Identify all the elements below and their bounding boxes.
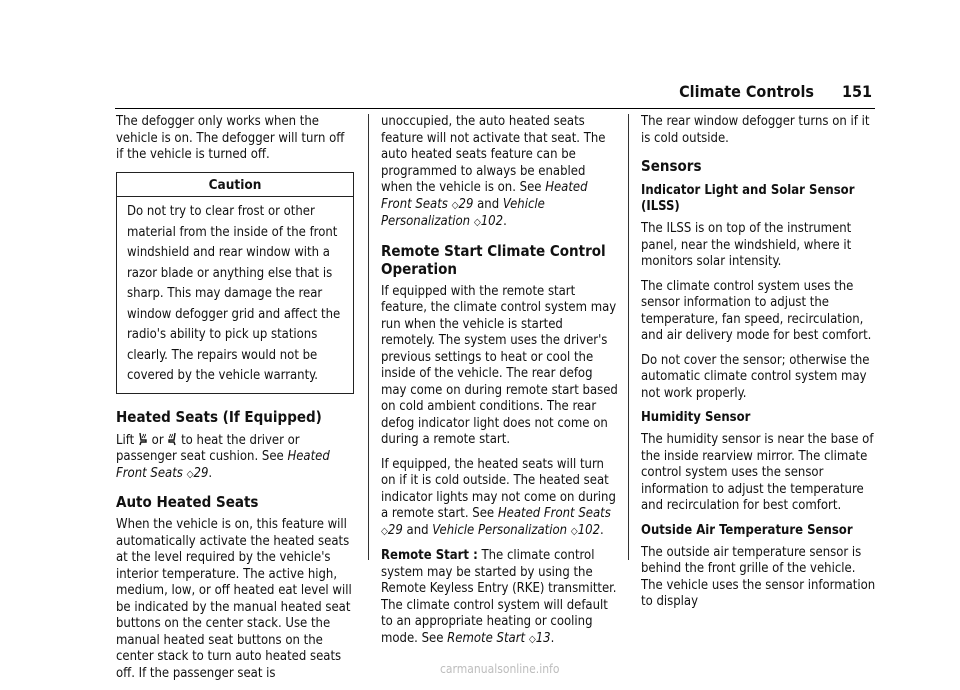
page-ref-icon: ◇ [473, 217, 481, 228]
passenger-heated-seat-icon [167, 432, 177, 446]
column-divider [368, 114, 369, 560]
defogger-intro: The defogger only works when the vehicle is on. The defogger will turn off if the vehicle is turned off. [116, 114, 345, 162]
caution-text: Do not try to clear frost or other material from the inside of the front windshield and rear window with a razor blade or anything else that is sharp. This may damage the rear window defogger grid and affect the radio's ability to pick up stations clearly. The repairs would not be covered by the vehicle warranty. [127, 204, 341, 383]
auto-heated-seats-text: When the vehicle is on, this feature will automatically activate the heated seats at the level required by the vehicle's interior temperature. The active high, medium, low, or off heated eat level will be indicated by the manual heated seat buttons on the center stack. Use the manual heated seat buttons on the center stack to turn auto heated seats off. If the passenger seat is [116, 517, 352, 681]
ilss-text-2: The climate control system uses the sensor information to adjust the temperature, fan speed, recirculation, and air delivery mode for best comfort. [641, 278, 872, 343]
remote-start-rke-text: Remote Start : The climate control system may be started by using the Remote Keyless Entry (RKE) transmitter. The climate control system will default to an appropriate heating or cooling mode. See Remote Start ◇13. [381, 548, 617, 646]
sensors-heading: Sensors [641, 157, 702, 175]
column-3 [641, 114, 879, 619]
watermark: carmanualsonline.info [440, 662, 560, 676]
heated-front-seats-link[interactable]: Heated Front Seats [381, 180, 588, 212]
ilss-heading: Indicator Light and Solar Sensor (ILSS) [641, 183, 855, 214]
page-ref-icon: ◇ [186, 468, 194, 480]
caution-title: Caution [117, 173, 353, 198]
remote-start-label: Remote Start : [381, 548, 478, 563]
page-number: 151 [841, 82, 872, 101]
page-ref-icon: ◇ [381, 525, 388, 537]
remote-start-link[interactable]: Remote Start [447, 630, 526, 646]
page-ref-icon: ◇ [451, 199, 459, 211]
section-title: Climate Controls [679, 82, 814, 101]
auto-heated-seats-heading: Auto Heated Seats [116, 493, 259, 511]
remote-heated-seats-text: If equipped, the heated seats will turn on if it is cold outside. The heated seat indicator lights may not come on during a remote start. See Heated Front Seats ◇29 and Vehicle Personalization ◇102. [381, 456, 616, 538]
column-1 [116, 114, 354, 690]
vehicle-personalization-link[interactable]: Vehicle Personalization [381, 196, 545, 229]
rear-defogger-text: The rear window defogger turns on if it is cold outside. [641, 114, 870, 146]
humidity-sensor-heading: Humidity Sensor [641, 410, 751, 425]
header-rule [115, 108, 875, 109]
page-ref-icon: ◇ [528, 633, 536, 645]
outside-air-sensor-heading: Outside Air Temperature Sensor [641, 522, 853, 538]
humidity-sensor-text: The humidity sensor is near the base of the inside rearview mirror. The climate control system uses the sensor information to adjust the temperature and recirculation for best comfort. [641, 432, 874, 513]
driver-heated-seat-icon [138, 432, 148, 446]
remote-start-text: If equipped with the remote start feature, the climate control system may run when the vehicle is started remotely. The system uses the driver's previous settings to heat or cool the inside of the vehicle. The rear defog may come on during remote start based on cold ambient conditions. The rear defog indicator light does not come on during a remote start. [381, 283, 618, 447]
page-ref-icon: ◇ [570, 525, 578, 537]
column-2 [381, 114, 619, 656]
vehicle-personalization-link[interactable]: Vehicle Personalization [432, 522, 568, 538]
outside-air-sensor-text: The outside air temperature sensor is behind the front grille of the vehicle. The vehicle uses the sensor information to display [641, 544, 876, 609]
heated-front-seats-link[interactable]: Heated Front Seats [116, 449, 330, 481]
caution-box [116, 172, 354, 394]
heated-seats-text: Lift or to heat the driver or passenger seat cushion. See Heated Front Seats ◇29. [116, 432, 330, 481]
auto-heated-seats-continued: unoccupied, the auto heated seats feature will not activate that seat. The auto heated seats feature can be programmed to always be enabled when the vehicle is on. See Heated Front Seats ◇29 and Vehicle Personalization ◇102. [381, 114, 606, 229]
heated-seats-heading: Heated Seats (If Equipped) [116, 407, 322, 426]
page-header [679, 82, 872, 101]
remote-start-heading: Remote Start Climate Control Operation [381, 241, 606, 278]
ilss-text-3: Do not cover the sensor; otherwise the automatic climate control system may not work properly. [641, 352, 870, 401]
heated-front-seats-link[interactable]: Heated Front Seats [497, 506, 611, 521]
ilss-text-1: The ILSS is on top of the instrument panel, near the windshield, where it monitors solar intensity. [641, 221, 852, 269]
column-divider [628, 114, 629, 560]
